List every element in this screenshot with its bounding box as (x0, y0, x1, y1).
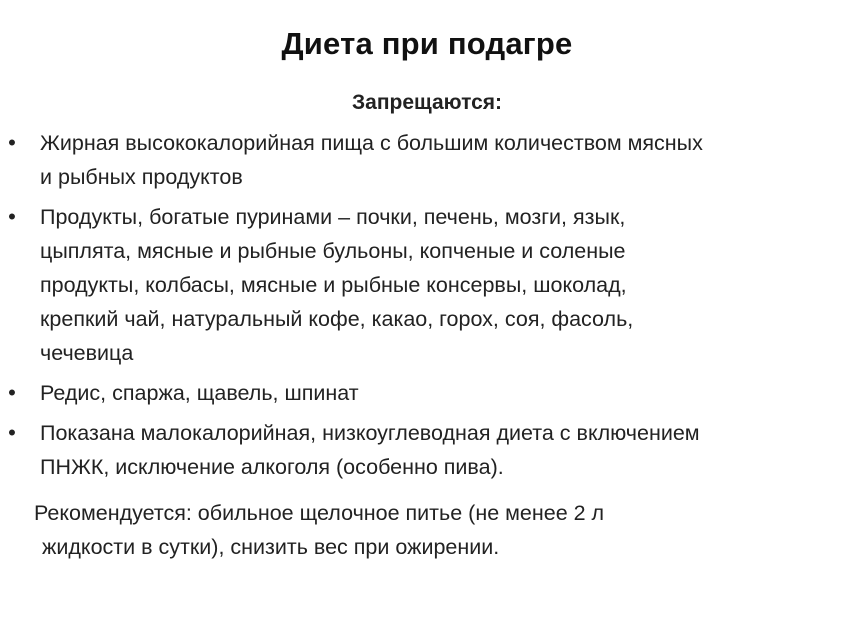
bullet-line: продукты, колбасы, мясные и рыбные консервы, шоколад, (40, 273, 627, 297)
bullet-marker: • (8, 420, 16, 445)
bullet-line: и рыбных продуктов (40, 165, 243, 189)
bullet-marker: • (8, 380, 16, 405)
bullet-marker: • (8, 130, 16, 155)
bullet-marker: • (8, 204, 16, 229)
bullet-line: Показана малокалорийная, низкоуглеводная диета с включением (40, 421, 700, 445)
bullet-item (0, 200, 854, 370)
bullet-line: Продукты, богатые пуринами – почки, печень, мозги, язык, (40, 205, 626, 229)
bullet-line: чечевица (40, 341, 134, 365)
slide-subtitle: Запрещаются: (351, 91, 503, 114)
bullet-item (0, 416, 854, 484)
slide-title: Диета при подагре (281, 26, 573, 61)
bullet-item (0, 126, 854, 194)
bullet-line: крепкий чай, натуральный кофе, какао, горох, соя, фасоль, (40, 307, 634, 331)
recommendation-line: жидкости в сутки), снизить вес при ожирении. (42, 535, 500, 559)
bullet-line: Жирная высококалорийная пища с большим количеством мясных (40, 131, 703, 155)
bullet-line: цыплята, мясные и рыбные бульоны, копченые и соленые (40, 239, 626, 263)
recommendation-text (34, 496, 734, 564)
bullet-line: ПНЖК, исключение алкоголя (особенно пива). (40, 455, 504, 479)
bullet-item (0, 376, 854, 410)
bullet-line: Редис, спаржа, щавель, шпинат (40, 381, 359, 405)
recommendation-line: Рекомендуется: обильное щелочное питье (не менее 2 л (34, 501, 605, 525)
bullet-list (0, 126, 854, 490)
